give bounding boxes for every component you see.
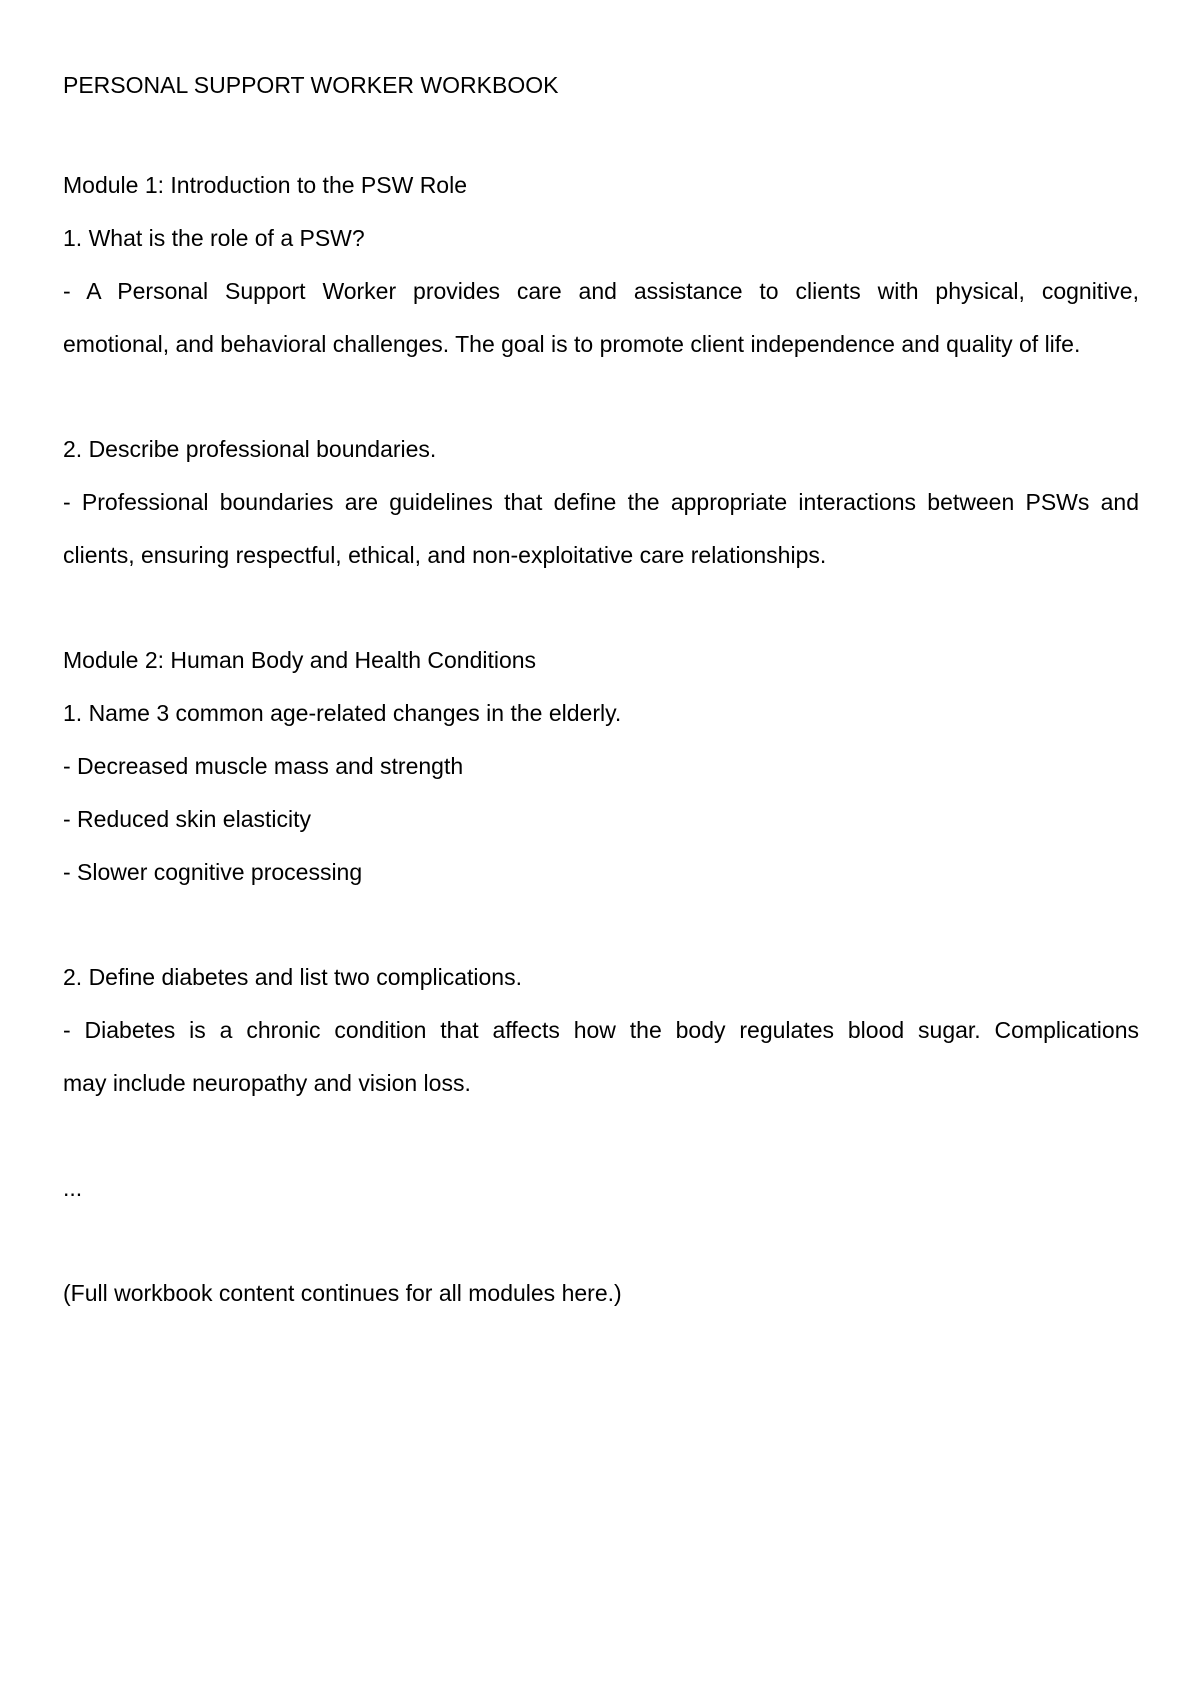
workbook-page [63,0,1139,1696]
module-2-question-2: 2. Define diabetes and list two complications. [63,964,522,990]
module-1-answer-1-line-1: - A Personal Support Worker provides care and assistance to clients with physical, cognitive, [63,278,1139,304]
module-2-answer-1-line-2: - Reduced skin elasticity [63,806,311,832]
module-2-answer-2-line-2: may include neuropathy and vision loss. [63,1070,471,1096]
module-2-answer-1-line-3: - Slower cognitive processing [63,859,363,885]
module-2-question-1: 1. Name 3 common age-related changes in the elderly. [63,700,622,726]
module-1-answer-2-line-1: - Professional boundaries are guidelines that define the appropriate interactions between PSWs and [63,489,1139,515]
document-title: PERSONAL SUPPORT WORKER WORKBOOK [63,72,559,98]
module-1-question-1: 1. What is the role of a PSW? [63,225,365,251]
module-1-answer-1-line-2: emotional, and behavioral challenges. The goal is to promote client independence and quality of life. [63,331,1081,357]
module-1-question-2: 2. Describe professional boundaries. [63,436,437,462]
module-2-answer-1-line-1: - Decreased muscle mass and strength [63,753,464,779]
footer-note: (Full workbook content continues for all modules here.) [63,1280,622,1306]
module-2-answer-2-line-1: - Diabetes is a chronic condition that affects how the body regulates blood sugar. Complications [63,1017,1139,1043]
ellipsis: ... [63,1175,83,1201]
module-1-heading: Module 1: Introduction to the PSW Role [63,172,467,198]
module-2-heading: Module 2: Human Body and Health Conditions [63,647,537,673]
module-1-answer-2-line-2: clients, ensuring respectful, ethical, and non-exploitative care relationships. [63,542,827,568]
